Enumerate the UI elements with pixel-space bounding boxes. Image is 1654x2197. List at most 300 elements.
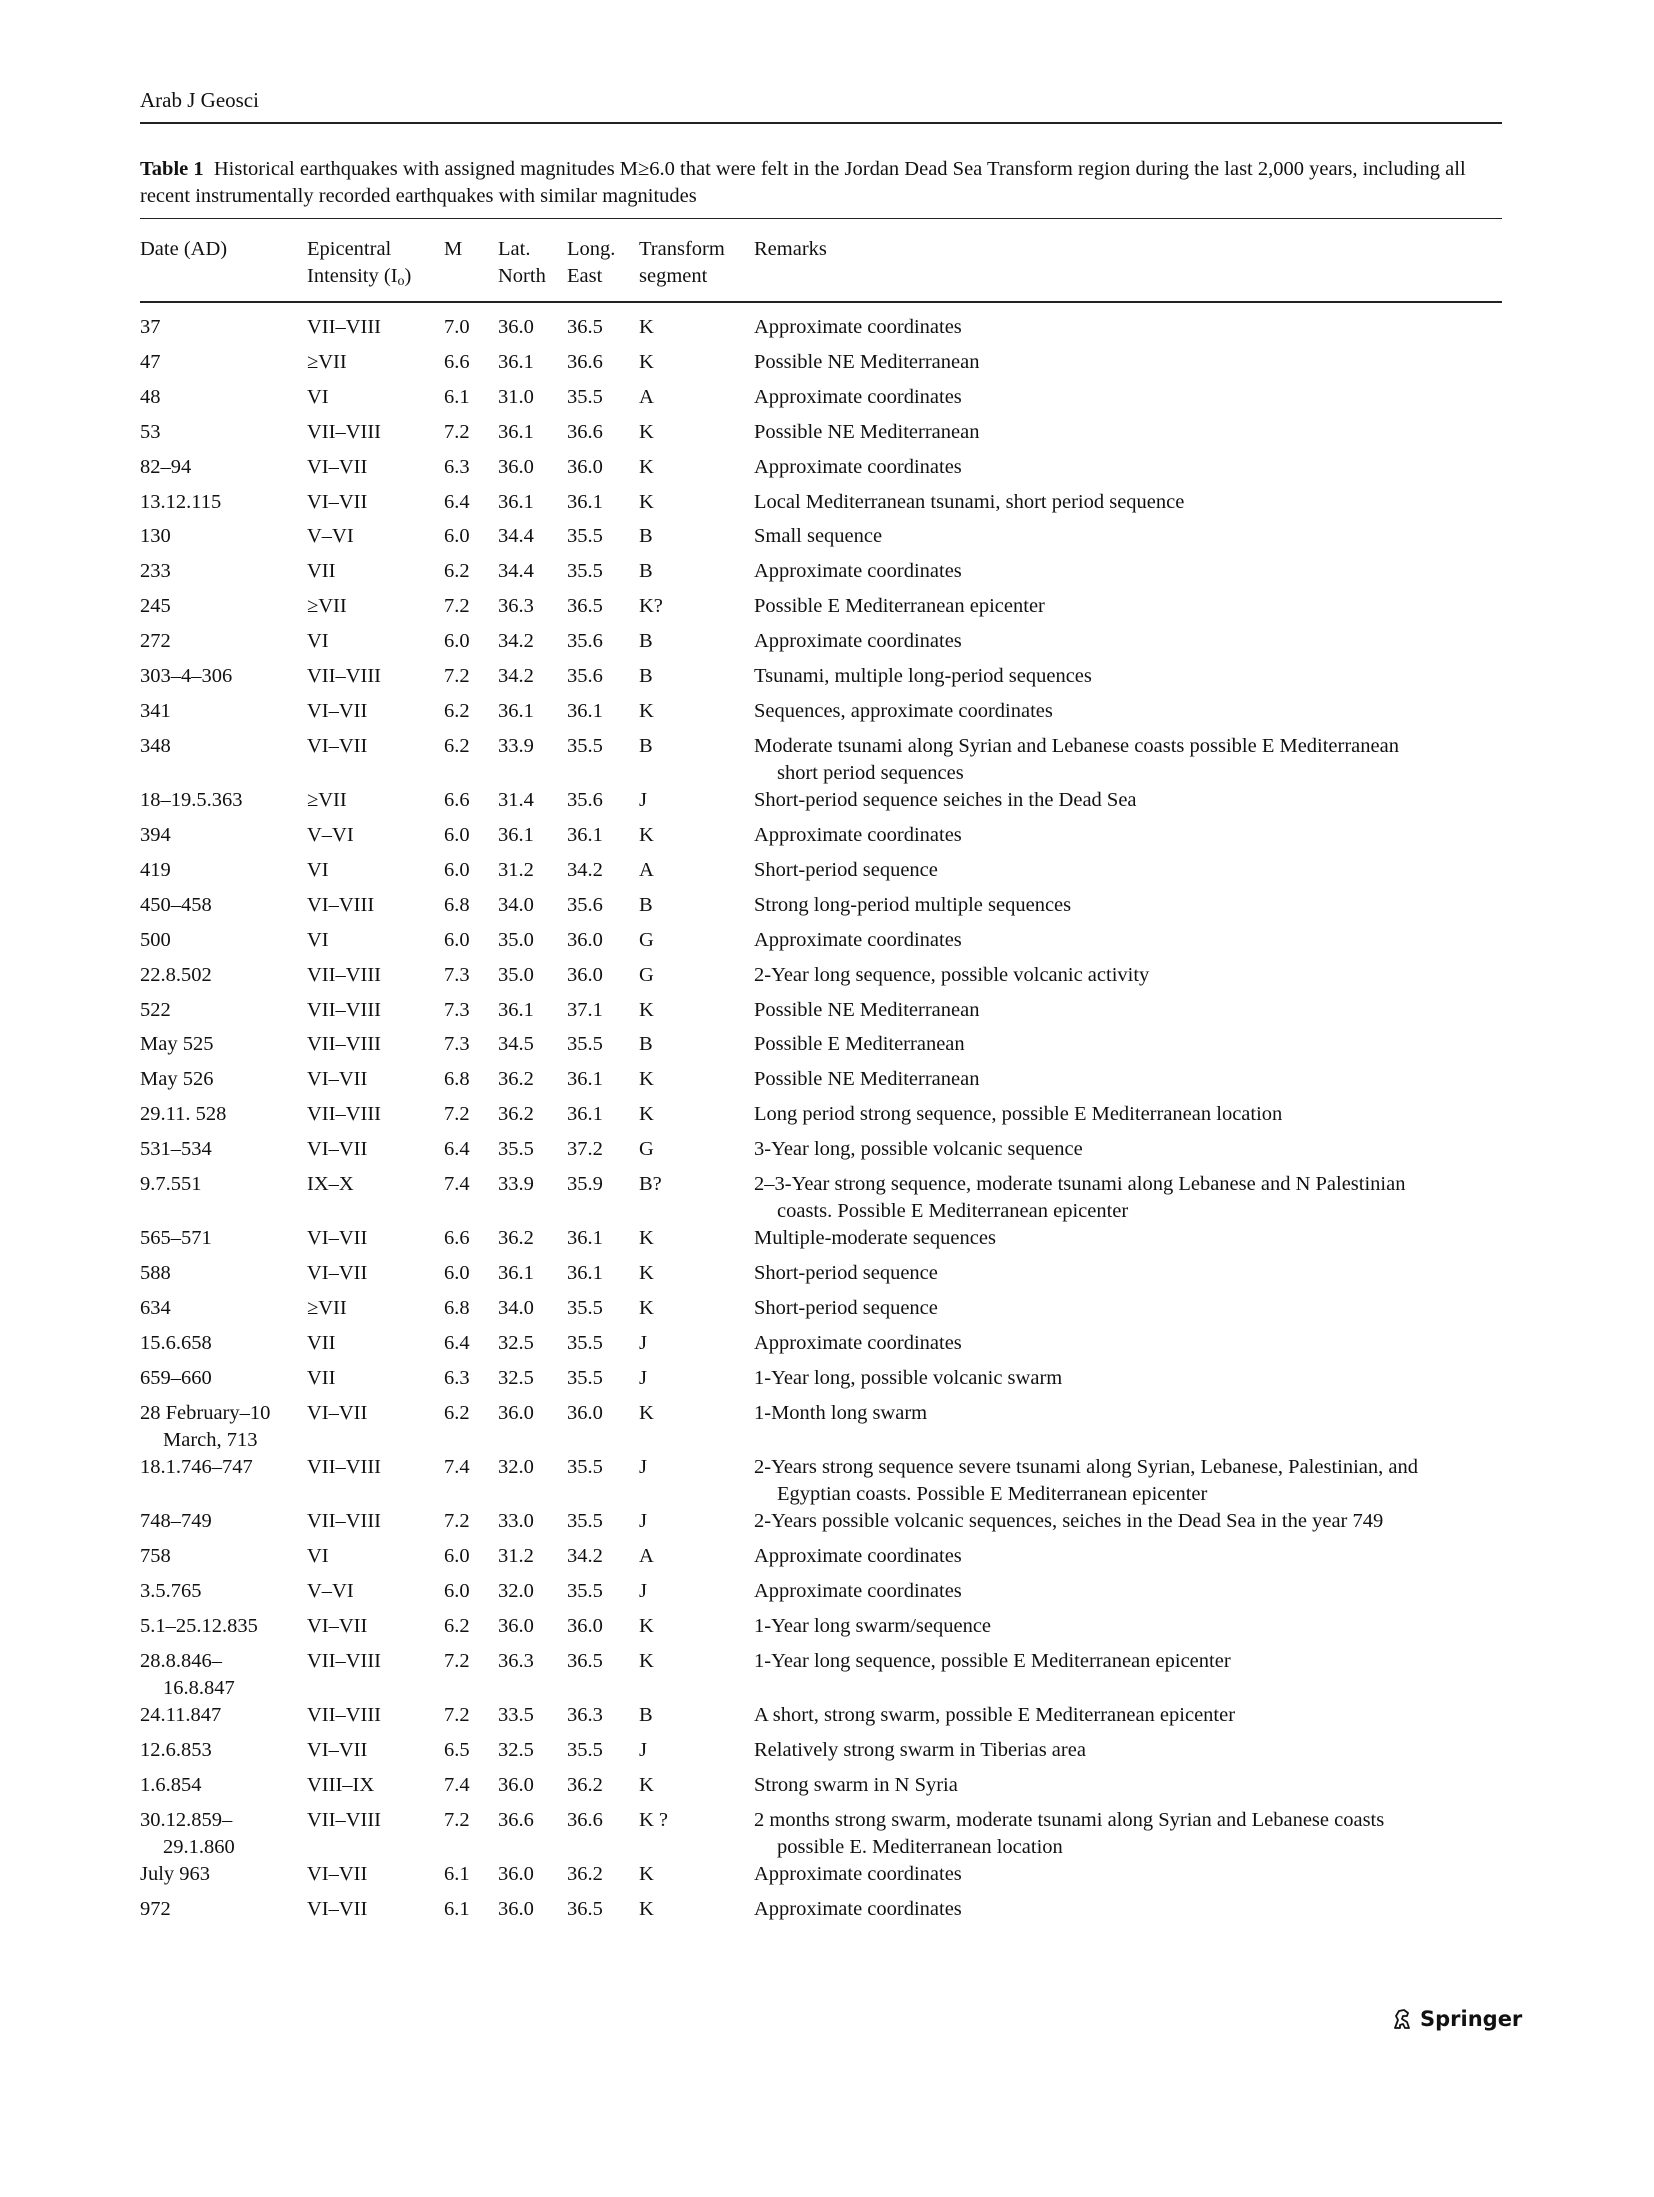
- header-remarks: Remarks: [754, 238, 827, 260]
- cell-latitude: 36.1: [498, 824, 534, 846]
- cell-latitude: 36.0: [498, 1863, 534, 1886]
- cell-longitude: 35.5: [567, 385, 603, 408]
- cell-remarks: [754, 1365, 1494, 1392]
- cell-latitude: 34.4: [498, 560, 534, 583]
- cell-segment: J: [639, 1739, 647, 1762]
- cell-segment: G: [639, 1138, 654, 1161]
- cell-date: [140, 822, 171, 849]
- cell-remarks: [754, 822, 1494, 849]
- cell-magnitude: 7.2: [444, 595, 470, 618]
- springer-horse-icon: [1390, 2007, 1414, 2031]
- cell-latitude: 36.1: [498, 998, 534, 1021]
- cell-longitude: 36.0: [567, 963, 603, 986]
- cell-longitude: 36.5: [567, 595, 603, 618]
- cell-remarks: [754, 314, 1494, 341]
- cell-magnitude: 7.2: [444, 1809, 470, 1831]
- cell-date: [140, 1171, 202, 1198]
- date-line1: 450–458: [140, 893, 212, 916]
- cell-latitude: 32.5: [498, 1739, 534, 1762]
- cell-latitude: 36.3: [498, 595, 534, 618]
- cell-intensity: VII–VIII: [307, 420, 381, 443]
- cell-magnitude: 6.1: [444, 385, 470, 408]
- cell-segment: G: [639, 928, 654, 951]
- cell-date: [140, 1543, 171, 1570]
- cell-date: [140, 558, 171, 585]
- cell-segment: B: [639, 630, 653, 653]
- remark-line1: Approximate coordinates: [754, 560, 962, 583]
- cell-longitude: 35.5: [567, 1456, 603, 1479]
- date-line1: 272: [140, 630, 171, 653]
- cell-remarks: [754, 1772, 1494, 1799]
- cell-segment: K: [639, 1863, 654, 1886]
- cell-remarks: [754, 1260, 1494, 1287]
- cell-magnitude: 7.2: [444, 1650, 470, 1672]
- header-rule: [140, 122, 1502, 124]
- header-date: Date (AD): [140, 238, 228, 260]
- cell-intensity: VII: [307, 560, 336, 583]
- cell-segment: B: [639, 525, 653, 548]
- remark-line1: Moderate tsunami along Syrian and Lebanese coasts possible E Mediterranean: [754, 734, 1399, 757]
- cell-date: [140, 1702, 221, 1729]
- cell-longitude: 36.1: [567, 1227, 603, 1250]
- date-line1: May 526: [140, 1068, 214, 1091]
- cell-latitude: 32.5: [498, 1366, 534, 1389]
- cell-remarks: [754, 1508, 1494, 1535]
- cell-longitude: 35.5: [567, 1366, 603, 1389]
- cell-intensity: VI: [307, 928, 329, 951]
- cell-remarks: [754, 663, 1494, 690]
- cell-date: [140, 787, 243, 814]
- cell-remarks: [754, 1861, 1494, 1888]
- cell-date: [140, 698, 171, 725]
- cell-intensity: VI: [307, 385, 329, 408]
- cell-longitude: 36.0: [567, 1401, 603, 1424]
- cell-magnitude: 7.3: [444, 998, 470, 1021]
- cell-longitude: 35.5: [567, 1033, 603, 1056]
- cell-latitude: 33.9: [498, 734, 534, 757]
- cell-intensity: VI–VII: [307, 1898, 368, 1921]
- cell-remarks: [754, 1648, 1494, 1675]
- header-intensity-close: ): [404, 265, 412, 287]
- cell-segment: B: [639, 665, 653, 687]
- date-line1: 12.6.853: [140, 1739, 212, 1762]
- cell-longitude: 35.6: [567, 665, 603, 687]
- date-line1: 15.6.658: [140, 1332, 212, 1354]
- cell-longitude: 36.1: [567, 1103, 603, 1126]
- cell-date: [140, 454, 191, 481]
- cell-intensity: VI: [307, 858, 329, 881]
- cell-intensity: ≥VII: [307, 789, 347, 812]
- cell-magnitude: 7.3: [444, 963, 470, 986]
- cell-latitude: 36.1: [498, 1262, 534, 1285]
- cell-magnitude: 6.2: [444, 1401, 470, 1424]
- cell-latitude: 36.1: [498, 490, 534, 513]
- cell-date: [140, 1031, 213, 1058]
- cell-magnitude: 6.3: [444, 1366, 470, 1389]
- date-line1: 13.12.115: [140, 490, 222, 513]
- date-line1: 394: [140, 824, 171, 846]
- remark-line1: A short, strong swarm, possible E Mediterranean epicenter: [754, 1704, 1236, 1727]
- cell-date: [140, 1400, 270, 1454]
- cell-magnitude: 6.0: [444, 1545, 470, 1568]
- cell-segment: K?: [639, 595, 663, 618]
- date-line2: 29.1.860: [163, 1836, 235, 1858]
- cell-remarks: [754, 558, 1494, 585]
- header-seg-line2: segment: [639, 265, 708, 287]
- cell-longitude: 35.5: [567, 560, 603, 583]
- remark-line1: Possible E Mediterranean epicenter: [754, 595, 1045, 618]
- remark-line1: Sequences, approximate coordinates: [754, 699, 1053, 722]
- cell-intensity: VII–VIII: [307, 316, 381, 338]
- cell-segment: B: [639, 734, 653, 757]
- header-intensity-line1: Epicentral: [307, 238, 392, 260]
- cell-longitude: 36.5: [567, 1898, 603, 1921]
- cell-latitude: 36.0: [498, 1898, 534, 1921]
- cell-remarks: [754, 628, 1494, 655]
- cell-intensity: VI: [307, 630, 329, 653]
- cell-latitude: 31.0: [498, 385, 534, 408]
- cell-latitude: 35.5: [498, 1138, 534, 1161]
- cell-longitude: 35.6: [567, 893, 603, 916]
- remark-line1: Possible E Mediterranean: [754, 1033, 965, 1056]
- remark-line1: Strong long-period multiple sequences: [754, 893, 1072, 916]
- cell-latitude: 31.2: [498, 1545, 534, 1568]
- cell-intensity: VII–VIII: [307, 1510, 381, 1533]
- date-line1: 758: [140, 1545, 171, 1568]
- cell-latitude: 31.4: [498, 789, 534, 812]
- cell-magnitude: 7.2: [444, 1103, 470, 1126]
- cell-magnitude: 7.4: [444, 1774, 470, 1797]
- date-line1: 303–4–306: [140, 665, 233, 687]
- remark-line1: 1-Year long, possible volcanic swarm: [754, 1366, 1063, 1389]
- cell-latitude: 35.0: [498, 963, 534, 986]
- cell-remarks: [754, 892, 1494, 919]
- remark-line1: Small sequence: [754, 525, 883, 548]
- cell-remarks: [754, 454, 1494, 481]
- cell-magnitude: 7.3: [444, 1033, 470, 1056]
- cell-intensity: VII–VIII: [307, 665, 381, 687]
- cell-remarks: [754, 1136, 1494, 1163]
- cell-longitude: 36.2: [567, 1863, 603, 1886]
- cell-longitude: 36.0: [567, 1615, 603, 1638]
- cell-remarks: [754, 1578, 1494, 1605]
- cell-latitude: 36.1: [498, 350, 534, 373]
- cell-segment: A: [639, 385, 654, 408]
- remark-line1: Relatively strong swarm in Tiberias area: [754, 1739, 1086, 1762]
- remark-line1: Possible NE Mediterranean: [754, 420, 980, 443]
- cell-magnitude: 6.0: [444, 928, 470, 951]
- remark-line1: Short-period sequence: [754, 1262, 938, 1285]
- date-line1: 588: [140, 1262, 171, 1285]
- cell-remarks: [754, 857, 1494, 884]
- cell-date: [140, 1807, 235, 1861]
- cell-latitude: 36.2: [498, 1068, 534, 1091]
- cell-remarks: [754, 1737, 1494, 1764]
- date-line1: 130: [140, 525, 171, 548]
- cell-segment: B?: [639, 1173, 662, 1195]
- header-intensity: [307, 236, 411, 290]
- date-line1: 30.12.859–: [140, 1809, 233, 1831]
- cell-latitude: 34.4: [498, 525, 534, 548]
- cell-segment: K: [639, 350, 654, 373]
- cell-segment: K ?: [639, 1809, 669, 1831]
- cell-longitude: 35.6: [567, 789, 603, 812]
- cell-latitude: 33.0: [498, 1510, 534, 1533]
- date-line1: May 525: [140, 1033, 214, 1056]
- cell-latitude: 36.0: [498, 455, 534, 478]
- remark-line1: 2-Year long sequence, possible volcanic activity: [754, 963, 1150, 986]
- date-line1: 565–571: [140, 1227, 212, 1250]
- cell-latitude: 36.0: [498, 316, 534, 338]
- cell-date: [140, 1260, 171, 1287]
- cell-remarks: [754, 787, 1494, 814]
- cell-longitude: 36.1: [567, 490, 603, 513]
- header-seg-line1: Transform: [639, 238, 725, 260]
- cell-remarks: [754, 1031, 1494, 1058]
- cell-remarks: [754, 1543, 1494, 1570]
- cell-segment: K: [639, 824, 654, 846]
- cell-latitude: 32.0: [498, 1580, 534, 1603]
- cell-magnitude: 6.8: [444, 1297, 470, 1320]
- header-lat-line2: North: [498, 265, 546, 287]
- cell-latitude: 34.2: [498, 630, 534, 653]
- remark-line1: Short-period sequence: [754, 858, 938, 881]
- cell-magnitude: 6.0: [444, 630, 470, 653]
- date-line1: 748–749: [140, 1510, 212, 1533]
- cell-remarks: [754, 1101, 1494, 1128]
- cell-latitude: 36.2: [498, 1227, 534, 1250]
- cell-intensity: ≥VII: [307, 595, 347, 618]
- cell-intensity: VII–VIII: [307, 1704, 381, 1727]
- cell-remarks: [754, 489, 1494, 516]
- cell-latitude: 34.0: [498, 893, 534, 916]
- cell-intensity: VI–VII: [307, 1262, 368, 1285]
- cell-latitude: 35.0: [498, 928, 534, 951]
- table-caption: [140, 156, 1502, 210]
- cell-magnitude: 7.2: [444, 420, 470, 443]
- cell-date: [140, 892, 212, 919]
- cell-segment: J: [639, 1510, 647, 1533]
- cell-longitude: 36.1: [567, 699, 603, 722]
- cell-intensity: V–VI: [307, 525, 354, 548]
- date-line1: 28 February–10: [140, 1401, 271, 1424]
- cell-date: [140, 1101, 226, 1128]
- remark-line1: Approximate coordinates: [754, 928, 962, 951]
- header-intensity-sub: o: [397, 274, 405, 289]
- cell-longitude: 35.5: [567, 525, 603, 548]
- cell-remarks: [754, 1702, 1494, 1729]
- cell-magnitude: 6.4: [444, 1332, 470, 1354]
- cell-magnitude: 6.8: [444, 893, 470, 916]
- cell-remarks: [754, 1066, 1494, 1093]
- table-caption-text: Historical earthquakes with assigned magnitudes M≥6.0 that were felt in the Jordan Dead Sea Transform region during the last 2,000 years, including all recent instrumentally recorded earthquakes with similar magnitudes: [140, 158, 1466, 207]
- cell-magnitude: 7.2: [444, 1510, 470, 1533]
- cell-magnitude: 6.8: [444, 1068, 470, 1091]
- date-line1: 419: [140, 858, 171, 881]
- cell-magnitude: 6.0: [444, 858, 470, 881]
- cell-date: [140, 663, 232, 690]
- cell-intensity: VII: [307, 1366, 336, 1389]
- cell-segment: B: [639, 893, 653, 916]
- date-line1: 37: [140, 316, 161, 338]
- cell-longitude: 36.2: [567, 1774, 603, 1797]
- cell-magnitude: 7.2: [444, 1704, 470, 1727]
- cell-intensity: VII–VIII: [307, 1033, 381, 1056]
- cell-magnitude: 6.6: [444, 789, 470, 812]
- header-segment: [639, 236, 725, 290]
- cell-segment: K: [639, 490, 654, 513]
- cell-intensity: V–VI: [307, 824, 354, 846]
- cell-segment: K: [639, 998, 654, 1021]
- header-intensity-line2: Intensity (I: [307, 265, 398, 287]
- cell-segment: J: [639, 1456, 647, 1479]
- cell-date: [140, 997, 171, 1024]
- publisher-name: Springer: [1420, 2007, 1523, 2031]
- cell-magnitude: 6.0: [444, 525, 470, 548]
- date-line1: 500: [140, 928, 171, 951]
- cell-magnitude: 6.2: [444, 734, 470, 757]
- date-line1: 1.6.854: [140, 1774, 202, 1797]
- cell-longitude: 34.2: [567, 1545, 603, 1568]
- cell-magnitude: 6.4: [444, 490, 470, 513]
- remark-line1: Approximate coordinates: [754, 1898, 962, 1921]
- cell-magnitude: 6.4: [444, 1138, 470, 1161]
- cell-segment: K: [639, 1615, 654, 1638]
- remark-line1: Approximate coordinates: [754, 455, 962, 478]
- cell-remarks: [754, 593, 1494, 620]
- cell-longitude: 36.6: [567, 1809, 603, 1831]
- cell-intensity: VII–VIII: [307, 1650, 381, 1672]
- cell-longitude: 36.6: [567, 420, 603, 443]
- cell-latitude: 36.6: [498, 1809, 534, 1831]
- cell-date: [140, 927, 171, 954]
- cell-latitude: 32.0: [498, 1456, 534, 1479]
- cell-date: [140, 1066, 213, 1093]
- date-line1: 82–94: [140, 455, 192, 478]
- cell-longitude: 35.5: [567, 1739, 603, 1762]
- cell-longitude: 37.2: [567, 1138, 603, 1161]
- cell-segment: K: [639, 420, 654, 443]
- remark-line1: Local Mediterranean tsunami, short period sequence: [754, 490, 1185, 513]
- cell-date: [140, 733, 171, 760]
- cell-remarks: [754, 927, 1494, 954]
- remark-line1: 3-Year long, possible volcanic sequence: [754, 1138, 1083, 1161]
- cell-intensity: VI–VII: [307, 699, 368, 722]
- cell-latitude: 36.3: [498, 1650, 534, 1672]
- cell-intensity: VI–VII: [307, 1739, 368, 1762]
- cell-latitude: 34.2: [498, 665, 534, 687]
- header-latitude: [498, 236, 546, 290]
- cell-intensity: IX–X: [307, 1173, 354, 1195]
- table-header-rule: [140, 301, 1502, 303]
- remark-line2: Egyptian coasts. Possible E Mediterranean epicenter: [777, 1483, 1208, 1506]
- date-line1: 9.7.551: [140, 1173, 202, 1195]
- remark-line1: 2–3-Year strong sequence, moderate tsunami along Lebanese and N Palestinian: [754, 1173, 1406, 1195]
- cell-remarks: [754, 997, 1494, 1024]
- cell-segment: J: [639, 1332, 647, 1354]
- cell-segment: J: [639, 1580, 647, 1603]
- remark-line1: Strong swarm in N Syria: [754, 1774, 958, 1797]
- cell-intensity: ≥VII: [307, 1297, 347, 1320]
- cell-date: [140, 593, 171, 620]
- cell-date: [140, 962, 212, 989]
- cell-longitude: 36.5: [567, 1650, 603, 1672]
- cell-magnitude: 7.4: [444, 1173, 470, 1195]
- cell-date: [140, 314, 161, 341]
- remark-line2: short period sequences: [777, 761, 964, 784]
- cell-remarks: [754, 1171, 1494, 1225]
- cell-remarks: [754, 419, 1494, 446]
- cell-magnitude: 7.2: [444, 665, 470, 687]
- cell-date: [140, 628, 171, 655]
- remark-line1: Approximate coordinates: [754, 1332, 962, 1354]
- cell-segment: B: [639, 1704, 653, 1727]
- date-line1: 531–534: [140, 1138, 212, 1161]
- remark-line1: Short-period sequence seiches in the Dead Sea: [754, 789, 1137, 812]
- cell-longitude: 36.1: [567, 1262, 603, 1285]
- cell-latitude: 34.5: [498, 1033, 534, 1056]
- date-line1: 634: [140, 1297, 171, 1320]
- cell-intensity: VIII–IX: [307, 1774, 375, 1797]
- cell-magnitude: 6.3: [444, 455, 470, 478]
- remark-line1: Approximate coordinates: [754, 1580, 962, 1603]
- cell-magnitude: 7.4: [444, 1456, 470, 1479]
- remark-line2: possible E. Mediterranean location: [777, 1836, 1063, 1858]
- cell-intensity: V–VI: [307, 1580, 354, 1603]
- cell-intensity: VII–VIII: [307, 1809, 381, 1831]
- cell-latitude: 31.2: [498, 858, 534, 881]
- cell-intensity: VI: [307, 1545, 329, 1568]
- remark-line1: 2-Years possible volcanic sequences, seiches in the Dead Sea in the year 749: [754, 1510, 1384, 1533]
- date-line1: 18–19.5.363: [140, 789, 243, 812]
- date-line1: July 963: [140, 1863, 211, 1886]
- cell-magnitude: 6.6: [444, 1227, 470, 1250]
- cell-remarks: [754, 1896, 1494, 1923]
- cell-magnitude: 6.0: [444, 1580, 470, 1603]
- header-lat-line1: Lat.: [498, 238, 531, 260]
- cell-intensity: VII–VIII: [307, 963, 381, 986]
- cell-intensity: VI–VII: [307, 1863, 368, 1886]
- remark-line1: Short-period sequence: [754, 1297, 938, 1320]
- cell-date: [140, 349, 161, 376]
- cell-segment: K: [639, 1650, 654, 1672]
- cell-magnitude: 6.2: [444, 560, 470, 583]
- cell-latitude: 32.5: [498, 1332, 534, 1354]
- cell-longitude: 35.5: [567, 1332, 603, 1354]
- cell-remarks: [754, 962, 1494, 989]
- date-line1: 48: [140, 385, 161, 408]
- remark-line1: Approximate coordinates: [754, 316, 962, 338]
- cell-segment: K: [639, 699, 654, 722]
- date-line2: March, 713: [163, 1428, 258, 1451]
- caption-rule: [140, 218, 1502, 219]
- cell-latitude: 36.1: [498, 699, 534, 722]
- cell-magnitude: 6.5: [444, 1739, 470, 1762]
- remark-line1: Multiple-moderate sequences: [754, 1227, 996, 1250]
- cell-latitude: 36.0: [498, 1774, 534, 1797]
- cell-segment: G: [639, 963, 654, 986]
- cell-magnitude: 6.1: [444, 1863, 470, 1886]
- journal-name: Arab J Geosci: [140, 88, 259, 112]
- cell-segment: K: [639, 1227, 654, 1250]
- cell-longitude: 36.6: [567, 350, 603, 373]
- cell-intensity: VII–VIII: [307, 1456, 381, 1479]
- cell-date: [140, 419, 161, 446]
- cell-intensity: VI–VII: [307, 455, 368, 478]
- cell-magnitude: 6.2: [444, 1615, 470, 1638]
- cell-segment: K: [639, 1068, 654, 1091]
- cell-segment: B: [639, 1033, 653, 1056]
